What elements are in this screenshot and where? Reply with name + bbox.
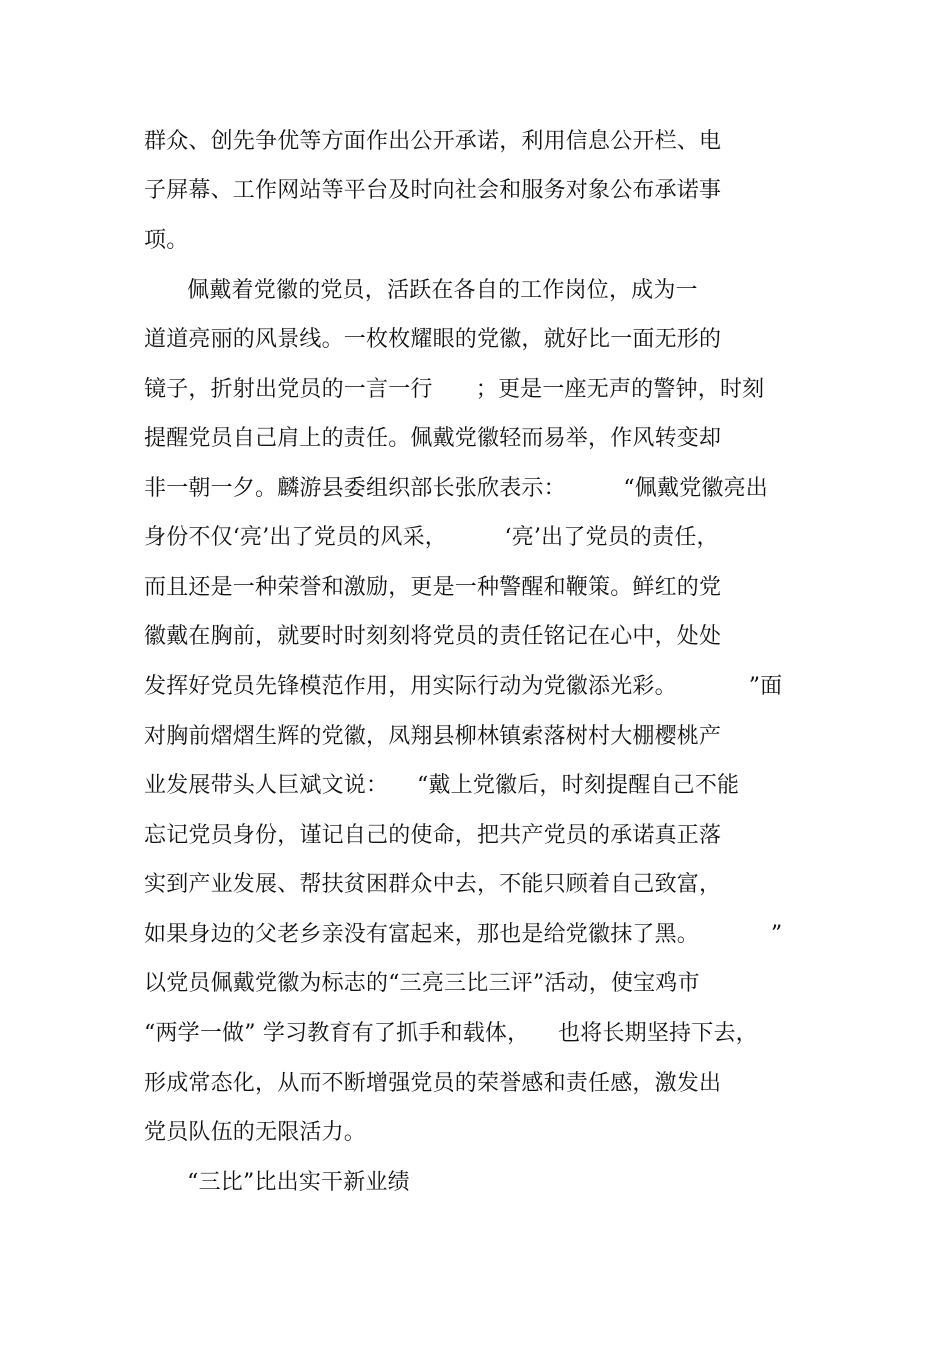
text-line: 道道亮丽的风景线。一枚枚耀眼的党徽，就好比一面无形的 [144,327,722,352]
text-line: 佩戴着党徽的党员，活跃在各自的工作岗位，成为一 [144,278,698,303]
text-line: “两学一做” 学习教育有了抓手和载体， 也将长期坚持下去， [144,1021,758,1046]
text-line: 群众、创先争优等方面作出公开承诺，利用信息公开栏、电 [144,129,722,154]
text-line: 以党员佩戴党徽为标志的“三亮三比三评”活动，使宝鸡市 [144,971,700,996]
text-line: 项。 [144,228,189,253]
text-line: 忘记党员身份，谨记自己的使命，把共产党员的承诺真正落 [144,823,722,848]
text-line: 身份不仅‘亮’出了党员的风采， ‘亮’出了党员的责任， [144,525,719,550]
text-line: 发挥好党员先锋模范作用，用实际行动为党徽添光彩。 ”面 [144,674,783,699]
text-line: 形成常态化，从而不断增强党员的荣誉感和责任感，激发出 [144,1071,722,1096]
text-line: 徽戴在胸前，就要时时刻刻将党员的责任铭记在心中，处处 [144,624,722,649]
text-line: 提醒党员自己肩上的责任。佩戴党徽轻而易举，作风转变却 [144,426,722,451]
text-line: 镜子，折射出党员的一言一行 ；更是一座无声的警钟，时刻 [144,377,765,402]
text-line: 子屏幕、工作网站等平台及时向社会和服务对象公布承诺事 [144,178,722,203]
text-line: 而且还是一种荣誉和激励，更是一种警醒和鞭策。鲜红的党 [144,575,722,600]
text-line: 如果身边的父老乡亲没有富起来，那也是给党徽抹了黑。 ” [144,922,783,947]
text-line: 对胸前熠熠生辉的党徽，凤翔县柳林镇索落树村大棚樱桃产 [144,724,722,749]
text-line: 业发展带头人巨斌文说： “戴上党徽后，时刻提醒自己不能 [144,773,740,798]
text-line: 党员队伍的无限活力。 [144,1120,367,1145]
section-heading: “三比”比出实干新业绩 [144,1170,410,1195]
text-line: 实到产业发展、帮扶贫困群众中去，不能只顾着自己致富， [144,872,722,897]
text-line: 非一朝一夕。麟游县委组织部长张欣表示： “佩戴党徽亮出 [144,476,768,501]
